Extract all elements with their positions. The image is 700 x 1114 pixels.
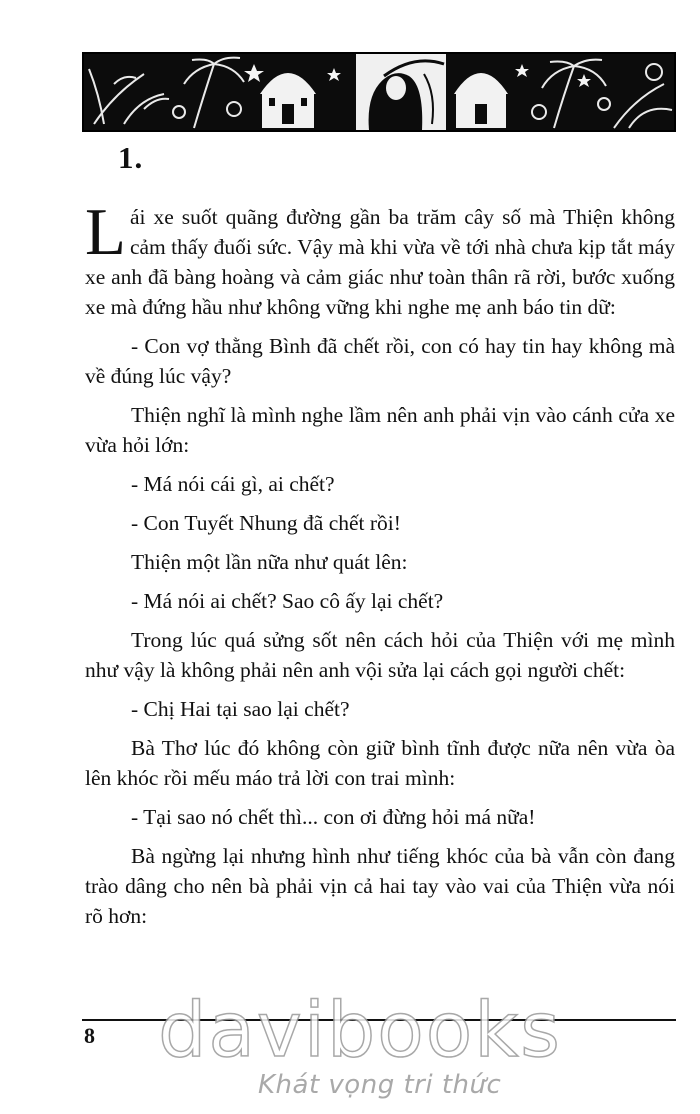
veiled-woman-figure	[356, 54, 446, 130]
watermark-logo: davibooks	[158, 985, 562, 1074]
dialogue-line: - Má nói ai chết? Sao cô ấy lại chết?	[131, 589, 444, 613]
paragraph: Bà ngừng lại nhưng hình như tiếng khóc của bà vẫn còn đang trào dâng cho nên bà phải vịn cả hai tay vào vai của Thiện vừa nói rõ hơn:	[85, 844, 675, 928]
paragraph: Trong lúc quá sửng sốt nên cách hỏi của Thiện với mẹ mình như vậy là không phải nên anh vội sửa lại cách gọi người chết:	[85, 628, 675, 682]
paragraph: Thiện một lần nữa như quát lên:	[131, 550, 408, 574]
dialogue-line: - Con Tuyết Nhung đã chết rồi!	[131, 511, 401, 535]
watermark-tagline: Khát vọng tri thức	[258, 1070, 502, 1100]
dialogue-line: - Má nói cái gì, ai chết?	[131, 472, 335, 496]
paragraph: Thiện nghĩ là mình nghe lầm nên anh phải vịn vào cánh cửa xe vừa hỏi lớn:	[85, 403, 675, 457]
paragraph-text: ái xe suốt quãng đường gần ba trăm cây số mà Thiện không cảm thấy đuối sức. Vậy mà khi vừa về tới nhà chưa kịp tắt máy xe anh đã bàng hoàng và cảm giác như toàn thân rã rời, bước xuống xe mà đứng hầu như không vững khi nghe mẹ anh báo tin dữ:	[85, 205, 675, 319]
banner-illustration	[84, 54, 674, 130]
dialogue-line: - Chị Hai tại sao lại chết?	[131, 697, 350, 721]
decorative-banner	[82, 52, 676, 132]
dialogue-line: - Tại sao nó chết thì... con ơi đừng hỏi má nữa!	[131, 805, 536, 829]
body-text	[85, 195, 675, 940]
drop-cap-letter: L	[85, 195, 126, 269]
dialogue-line: - Con vợ thằng Bình đã chết rồi, con có hay tin hay không mà về đúng lúc vậy?	[85, 334, 675, 388]
page-number: 8	[84, 1023, 95, 1048]
paragraph: Bà Thơ lúc đó không còn giữ bình tĩnh được nữa nên vừa òa lên khóc rồi mếu máo trả lời con trai mình:	[85, 736, 675, 790]
paragraph-opening	[85, 195, 675, 322]
chapter-heading: 1.	[118, 140, 144, 175]
